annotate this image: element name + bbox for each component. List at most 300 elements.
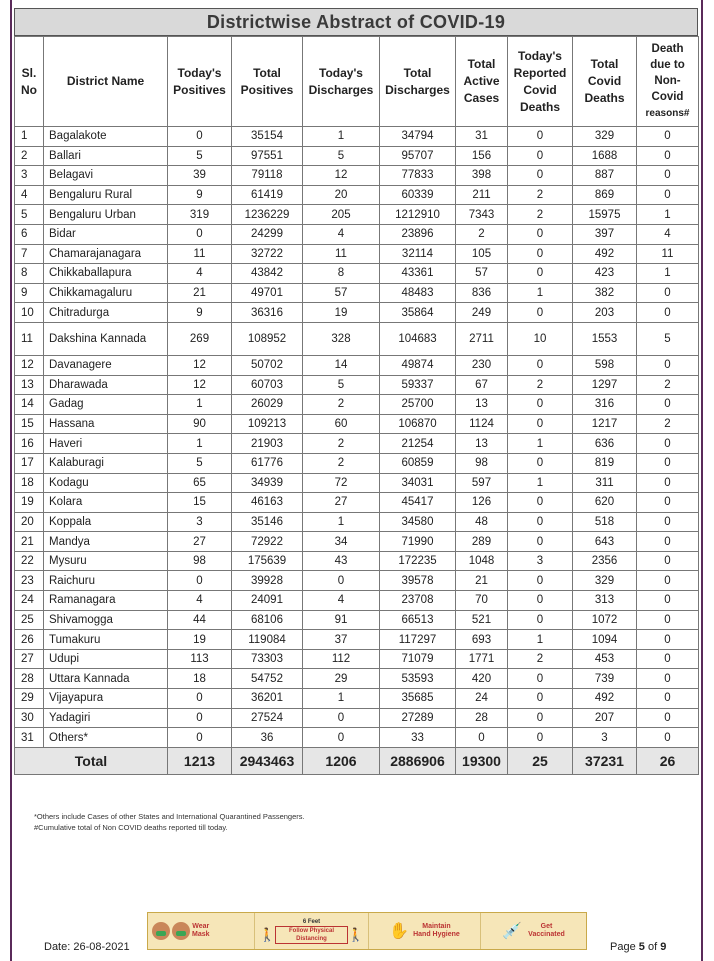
hand-wash-icon: ✋ xyxy=(389,923,410,940)
todays-positives-cell: 269 xyxy=(168,322,232,355)
todays-covid-deaths-cell: 2 xyxy=(508,205,573,225)
district-name-cell: Chikkamagaluru xyxy=(44,283,168,303)
todays-discharges-cell: 43 xyxy=(303,551,380,571)
total-covid-deaths-cell: 15975 xyxy=(573,205,637,225)
todays-positives-cell: 9 xyxy=(168,303,232,323)
wear-mask-section xyxy=(148,913,254,949)
sl-no-cell: 2 xyxy=(15,146,44,166)
sl-no-cell: 16 xyxy=(15,434,44,454)
total-positives-cell: 46163 xyxy=(232,493,303,513)
total-active-cases-cell: 230 xyxy=(456,355,508,375)
non-covid-deaths-cell: 0 xyxy=(637,166,699,186)
todays-covid-deaths-cell: 2 xyxy=(508,649,573,669)
total-positives-cell: 24299 xyxy=(232,224,303,244)
non-covid-deaths-cell: 1 xyxy=(637,264,699,284)
district-name-cell: Davanagere xyxy=(44,355,168,375)
total-positives-cell: 61776 xyxy=(232,453,303,473)
total-active-cases-cell: 156 xyxy=(456,146,508,166)
district-name-cell: Bagalakote xyxy=(44,127,168,147)
table-row xyxy=(15,303,699,323)
todays-discharges-cell: 37 xyxy=(303,630,380,650)
sl-no-cell: 24 xyxy=(15,591,44,611)
total-active-cases-cell: 249 xyxy=(456,303,508,323)
table-row xyxy=(15,708,699,728)
total-row xyxy=(15,747,699,774)
total-positives-cell: 35154 xyxy=(232,127,303,147)
sl-no-cell: 31 xyxy=(15,728,44,748)
todays-discharges-cell: 2 xyxy=(303,434,380,454)
todays-covid-deaths-cell: 3 xyxy=(508,551,573,571)
table-row xyxy=(15,146,699,166)
district-name-cell: Koppala xyxy=(44,512,168,532)
total-covid-deaths-cell: 313 xyxy=(573,591,637,611)
todays-covid-deaths-cell: 0 xyxy=(508,512,573,532)
non-covid-deaths-cell: 0 xyxy=(637,453,699,473)
table-row xyxy=(15,630,699,650)
todays-positives-cell: 0 xyxy=(168,127,232,147)
total-active: 19300 xyxy=(456,747,508,774)
total-covid-deaths-cell: 1217 xyxy=(573,414,637,434)
non-covid-deaths-cell: 0 xyxy=(637,551,699,571)
sl-no-cell: 17 xyxy=(15,453,44,473)
table-row xyxy=(15,434,699,454)
todays-discharges-cell: 12 xyxy=(303,166,380,186)
total-discharges-cell: 34794 xyxy=(380,127,456,147)
total-active-cases-cell: 597 xyxy=(456,473,508,493)
todays-discharges-cell: 34 xyxy=(303,532,380,552)
todays-discharges-cell: 2 xyxy=(303,395,380,415)
sl-no-cell: 8 xyxy=(15,264,44,284)
district-name-cell: Others* xyxy=(44,728,168,748)
total-positives-cell: 26029 xyxy=(232,395,303,415)
todays-covid-deaths-cell: 0 xyxy=(508,728,573,748)
total-covid-deaths-cell: 2356 xyxy=(573,551,637,571)
table-row xyxy=(15,571,699,591)
total-positives-cell: 49701 xyxy=(232,283,303,303)
total-positives-cell: 35146 xyxy=(232,512,303,532)
footnotes xyxy=(34,811,305,833)
total-covid-deaths-cell: 492 xyxy=(573,689,637,709)
total-active-cases-cell: 13 xyxy=(456,434,508,454)
total-positives-cell: 97551 xyxy=(232,146,303,166)
todays-positives-cell: 9 xyxy=(168,185,232,205)
todays-covid-deaths-cell: 0 xyxy=(508,453,573,473)
sl-no-cell: 18 xyxy=(15,473,44,493)
todays-discharges-cell: 4 xyxy=(303,224,380,244)
todays-discharges-cell: 2 xyxy=(303,453,380,473)
sl-no-cell: 29 xyxy=(15,689,44,709)
todays-positives-cell: 11 xyxy=(168,244,232,264)
table-row xyxy=(15,591,699,611)
non-covid-deaths-cell: 0 xyxy=(637,146,699,166)
todays-discharges-cell: 5 xyxy=(303,375,380,395)
todays-covid-deaths-cell: 1 xyxy=(508,473,573,493)
district-name-cell: Gadag xyxy=(44,395,168,415)
table-row xyxy=(15,205,699,225)
district-name-cell: Yadagiri xyxy=(44,708,168,728)
total-discharges-cell: 34031 xyxy=(380,473,456,493)
header-todays-discharges: Today's Discharges xyxy=(303,37,380,127)
todays-positives-cell: 0 xyxy=(168,571,232,591)
total-todays-deaths: 25 xyxy=(508,747,573,774)
todays-covid-deaths-cell: 0 xyxy=(508,224,573,244)
sl-no-cell: 7 xyxy=(15,244,44,264)
total-positives-cell: 61419 xyxy=(232,185,303,205)
todays-discharges-cell: 328 xyxy=(303,322,380,355)
todays-discharges-cell: 91 xyxy=(303,610,380,630)
header-total-positives: Total Positives xyxy=(232,37,303,127)
total-covid-deaths-cell: 397 xyxy=(573,224,637,244)
header-total-deaths: Total Covid Deaths xyxy=(573,37,637,127)
header-sl: Sl. No xyxy=(15,37,44,127)
district-name-cell: Chamarajanagara xyxy=(44,244,168,264)
total-covid-deaths-cell: 382 xyxy=(573,283,637,303)
total-covid-deaths-cell: 887 xyxy=(573,166,637,186)
sl-no-cell: 11 xyxy=(15,322,44,355)
todays-positives-cell: 21 xyxy=(168,283,232,303)
non-covid-deaths-cell: 0 xyxy=(637,512,699,532)
total-positives-cell: 36316 xyxy=(232,303,303,323)
non-covid-deaths-cell: 4 xyxy=(637,224,699,244)
total-covid-deaths-cell: 636 xyxy=(573,434,637,454)
total-active-cases-cell: 2711 xyxy=(456,322,508,355)
non-covid-deaths-cell: 0 xyxy=(637,355,699,375)
district-name-cell: Bidar xyxy=(44,224,168,244)
sl-no-cell: 10 xyxy=(15,303,44,323)
page-title: Districtwise Abstract of COVID-19 xyxy=(206,11,506,32)
sl-no-cell: 9 xyxy=(15,283,44,303)
todays-discharges-cell: 20 xyxy=(303,185,380,205)
district-name-cell: Mysuru xyxy=(44,551,168,571)
todays-positives-cell: 0 xyxy=(168,708,232,728)
total-discharges-cell: 59337 xyxy=(380,375,456,395)
total-positives-cell: 60703 xyxy=(232,375,303,395)
district-name-cell: Kodagu xyxy=(44,473,168,493)
district-name-cell: Bengaluru Urban xyxy=(44,205,168,225)
total-positives-cell: 36201 xyxy=(232,689,303,709)
total-discharges-cell: 45417 xyxy=(380,493,456,513)
total-positives-cell: 72922 xyxy=(232,532,303,552)
todays-positives-cell: 44 xyxy=(168,610,232,630)
total-covid-deaths-cell: 423 xyxy=(573,264,637,284)
non-covid-deaths-cell: 0 xyxy=(637,493,699,513)
person-icon: 🚶 xyxy=(347,927,364,942)
todays-discharges-cell: 27 xyxy=(303,493,380,513)
sl-no-cell: 12 xyxy=(15,355,44,375)
non-covid-deaths-cell: 0 xyxy=(637,532,699,552)
total-active-cases-cell: 48 xyxy=(456,512,508,532)
todays-covid-deaths-cell: 1 xyxy=(508,283,573,303)
total-positives-cell: 119084 xyxy=(232,630,303,650)
total-covid-deaths-cell: 620 xyxy=(573,493,637,513)
todays-covid-deaths-cell: 0 xyxy=(508,493,573,513)
todays-positives-cell: 0 xyxy=(168,728,232,748)
non-covid-deaths-cell: 0 xyxy=(637,185,699,205)
total-discharges-cell: 53593 xyxy=(380,669,456,689)
table-row xyxy=(15,493,699,513)
total-discharges: 2886906 xyxy=(380,747,456,774)
total-covid-deaths-cell: 203 xyxy=(573,303,637,323)
total-positives-cell: 50702 xyxy=(232,355,303,375)
non-covid-deaths-cell: 0 xyxy=(637,303,699,323)
total-covid-deaths-cell: 598 xyxy=(573,355,637,375)
district-name-cell: Udupi xyxy=(44,649,168,669)
total-covid-deaths-cell: 869 xyxy=(573,185,637,205)
table-row xyxy=(15,689,699,709)
todays-covid-deaths-cell: 0 xyxy=(508,689,573,709)
total-positives-cell: 36 xyxy=(232,728,303,748)
person-icon: 🚶 xyxy=(259,927,276,942)
table-row xyxy=(15,669,699,689)
total-active-cases-cell: 21 xyxy=(456,571,508,591)
todays-positives-cell: 319 xyxy=(168,205,232,225)
vaccination-section xyxy=(480,913,586,949)
table-row xyxy=(15,649,699,669)
todays-covid-deaths-cell: 0 xyxy=(508,264,573,284)
district-name-cell: Kalaburagi xyxy=(44,453,168,473)
total-active-cases-cell: 398 xyxy=(456,166,508,186)
total-discharges-cell: 39578 xyxy=(380,571,456,591)
district-name-cell: Bengaluru Rural xyxy=(44,185,168,205)
todays-discharges-cell: 1 xyxy=(303,689,380,709)
total-discharges-cell: 104683 xyxy=(380,322,456,355)
total-active-cases-cell: 0 xyxy=(456,728,508,748)
table-row xyxy=(15,532,699,552)
total-positives-cell: 54752 xyxy=(232,669,303,689)
non-covid-deaths-cell: 2 xyxy=(637,414,699,434)
total-todays-positives: 1213 xyxy=(168,747,232,774)
total-positives-cell: 79118 xyxy=(232,166,303,186)
total-active-cases-cell: 289 xyxy=(456,532,508,552)
district-abstract-table xyxy=(14,36,699,775)
total-discharges-cell: 25700 xyxy=(380,395,456,415)
distancing-section xyxy=(254,913,368,949)
total-active-cases-cell: 24 xyxy=(456,689,508,709)
todays-positives-cell: 0 xyxy=(168,689,232,709)
header-non-covid-deaths: Death due to Non- Covid reasons# xyxy=(637,37,699,127)
total-active-cases-cell: 126 xyxy=(456,493,508,513)
table-row xyxy=(15,414,699,434)
total-positives-cell: 68106 xyxy=(232,610,303,630)
total-discharges-cell: 66513 xyxy=(380,610,456,630)
footnote-others: *Others include Cases of other States and International Quarantined Passengers. xyxy=(34,812,305,821)
todays-discharges-cell: 5 xyxy=(303,146,380,166)
vaccinated-label: Get Vaccinated xyxy=(528,923,565,938)
total-positives-cell: 43842 xyxy=(232,264,303,284)
vaccination-icon: 💉 xyxy=(502,923,523,940)
todays-discharges-cell: 112 xyxy=(303,649,380,669)
district-name-cell: Chitradurga xyxy=(44,303,168,323)
total-covid-deaths-cell: 739 xyxy=(573,669,637,689)
table-body xyxy=(15,127,699,748)
todays-positives-cell: 5 xyxy=(168,453,232,473)
total-positives-cell: 39928 xyxy=(232,571,303,591)
todays-covid-deaths-cell: 1 xyxy=(508,630,573,650)
header-total-active: Total Active Cases xyxy=(456,37,508,127)
total-positives-cell: 73303 xyxy=(232,649,303,669)
total-discharges-cell: 95707 xyxy=(380,146,456,166)
total-covid-deaths-cell: 329 xyxy=(573,127,637,147)
total-positives-cell: 27524 xyxy=(232,708,303,728)
sl-no-cell: 28 xyxy=(15,669,44,689)
todays-covid-deaths-cell: 1 xyxy=(508,434,573,454)
hygiene-section xyxy=(368,913,480,949)
non-covid-deaths-cell: 0 xyxy=(637,689,699,709)
district-name-cell: Hassana xyxy=(44,414,168,434)
sl-no-cell: 19 xyxy=(15,493,44,513)
non-covid-deaths-cell: 0 xyxy=(637,708,699,728)
total-active-cases-cell: 420 xyxy=(456,669,508,689)
total-active-cases-cell: 1771 xyxy=(456,649,508,669)
total-positives-cell: 24091 xyxy=(232,591,303,611)
wear-mask-label: Wear Mask xyxy=(192,923,210,938)
todays-positives-cell: 5 xyxy=(168,146,232,166)
sl-no-cell: 25 xyxy=(15,610,44,630)
todays-positives-cell: 90 xyxy=(168,414,232,434)
non-covid-deaths-cell: 5 xyxy=(637,322,699,355)
todays-covid-deaths-cell: 0 xyxy=(508,610,573,630)
todays-positives-cell: 4 xyxy=(168,264,232,284)
non-covid-deaths-cell: 0 xyxy=(637,610,699,630)
report-date: Date: 26-08-2021 xyxy=(44,941,130,953)
total-discharges-cell: 60859 xyxy=(380,453,456,473)
district-name-cell: Ballari xyxy=(44,146,168,166)
table-row xyxy=(15,224,699,244)
todays-discharges-cell: 8 xyxy=(303,264,380,284)
total-discharges-cell: 21254 xyxy=(380,434,456,454)
todays-positives-cell: 27 xyxy=(168,532,232,552)
table-row xyxy=(15,127,699,147)
todays-discharges-cell: 29 xyxy=(303,669,380,689)
total-discharges-cell: 117297 xyxy=(380,630,456,650)
total-positives-cell: 34939 xyxy=(232,473,303,493)
total-positives: 2943463 xyxy=(232,747,303,774)
total-covid-deaths: 37231 xyxy=(573,747,637,774)
sl-no-cell: 15 xyxy=(15,414,44,434)
todays-covid-deaths-cell: 2 xyxy=(508,185,573,205)
non-covid-deaths-cell: 0 xyxy=(637,434,699,454)
todays-discharges-cell: 14 xyxy=(303,355,380,375)
total-covid-deaths-cell: 1094 xyxy=(573,630,637,650)
non-covid-deaths-cell: 0 xyxy=(637,630,699,650)
non-covid-deaths-cell: 0 xyxy=(637,283,699,303)
total-active-cases-cell: 70 xyxy=(456,591,508,611)
todays-covid-deaths-cell: 0 xyxy=(508,669,573,689)
sl-no-cell: 5 xyxy=(15,205,44,225)
todays-covid-deaths-cell: 0 xyxy=(508,708,573,728)
district-name-cell: Dharawada xyxy=(44,375,168,395)
distancing-label: Follow Physical Distancing xyxy=(275,926,348,944)
todays-discharges-cell: 0 xyxy=(303,708,380,728)
district-name-cell: Mandya xyxy=(44,532,168,552)
sl-no-cell: 26 xyxy=(15,630,44,650)
table-row xyxy=(15,185,699,205)
district-name-cell: Shivamogga xyxy=(44,610,168,630)
non-covid-deaths-cell: 0 xyxy=(637,669,699,689)
sl-no-cell: 14 xyxy=(15,395,44,415)
total-discharges-cell: 32114 xyxy=(380,244,456,264)
header-row xyxy=(15,37,699,127)
table-row xyxy=(15,166,699,186)
total-positives-cell: 32722 xyxy=(232,244,303,264)
todays-discharges-cell: 72 xyxy=(303,473,380,493)
district-name-cell: Haveri xyxy=(44,434,168,454)
total-covid-deaths-cell: 311 xyxy=(573,473,637,493)
sl-no-cell: 13 xyxy=(15,375,44,395)
total-discharges-cell: 48483 xyxy=(380,283,456,303)
todays-discharges-cell: 60 xyxy=(303,414,380,434)
district-name-cell: Ramanagara xyxy=(44,591,168,611)
total-discharges-cell: 77833 xyxy=(380,166,456,186)
todays-discharges-cell: 1 xyxy=(303,127,380,147)
todays-positives-cell: 15 xyxy=(168,493,232,513)
todays-discharges-cell: 0 xyxy=(303,571,380,591)
todays-covid-deaths-cell: 10 xyxy=(508,322,573,355)
district-name-cell: Raichuru xyxy=(44,571,168,591)
todays-positives-cell: 98 xyxy=(168,551,232,571)
todays-positives-cell: 18 xyxy=(168,669,232,689)
total-covid-deaths-cell: 329 xyxy=(573,571,637,591)
total-discharges-cell: 49874 xyxy=(380,355,456,375)
table-row xyxy=(15,473,699,493)
table-row xyxy=(15,395,699,415)
total-todays-discharges: 1206 xyxy=(303,747,380,774)
total-active-cases-cell: 31 xyxy=(456,127,508,147)
district-name-cell: Uttara Kannada xyxy=(44,669,168,689)
non-covid-deaths-cell: 0 xyxy=(637,571,699,591)
total-positives-cell: 1236229 xyxy=(232,205,303,225)
table-row xyxy=(15,551,699,571)
table-row xyxy=(15,244,699,264)
total-discharges-cell: 1212910 xyxy=(380,205,456,225)
todays-discharges-cell: 11 xyxy=(303,244,380,264)
district-name-cell: Belagavi xyxy=(44,166,168,186)
todays-covid-deaths-cell: 0 xyxy=(508,571,573,591)
hygiene-label: Maintain Hand Hygiene xyxy=(413,923,460,938)
total-covid-deaths-cell: 453 xyxy=(573,649,637,669)
todays-discharges-cell: 205 xyxy=(303,205,380,225)
non-covid-deaths-cell: 0 xyxy=(637,591,699,611)
distance-label: 6 Feet xyxy=(302,919,321,925)
total-non-covid-deaths: 26 xyxy=(637,747,699,774)
non-covid-deaths-cell: 1 xyxy=(637,205,699,225)
total-positives-cell: 109213 xyxy=(232,414,303,434)
total-discharges-cell: 172235 xyxy=(380,551,456,571)
total-active-cases-cell: 836 xyxy=(456,283,508,303)
todays-covid-deaths-cell: 0 xyxy=(508,303,573,323)
sl-no-cell: 30 xyxy=(15,708,44,728)
district-name-cell: Dakshina Kannada xyxy=(44,322,168,355)
header-district: District Name xyxy=(44,37,168,127)
table-row xyxy=(15,283,699,303)
non-covid-deaths-cell: 0 xyxy=(637,395,699,415)
total-active-cases-cell: 1048 xyxy=(456,551,508,571)
total-covid-deaths-cell: 643 xyxy=(573,532,637,552)
district-name-cell: Tumakuru xyxy=(44,630,168,650)
table-row xyxy=(15,453,699,473)
sl-no-cell: 23 xyxy=(15,571,44,591)
total-active-cases-cell: 98 xyxy=(456,453,508,473)
total-label: Total xyxy=(15,747,168,774)
sl-no-cell: 6 xyxy=(15,224,44,244)
todays-positives-cell: 0 xyxy=(168,224,232,244)
total-active-cases-cell: 2 xyxy=(456,224,508,244)
total-covid-deaths-cell: 3 xyxy=(573,728,637,748)
district-name-cell: Vijayapura xyxy=(44,689,168,709)
sl-no-cell: 1 xyxy=(15,127,44,147)
total-covid-deaths-cell: 1688 xyxy=(573,146,637,166)
table-row xyxy=(15,264,699,284)
